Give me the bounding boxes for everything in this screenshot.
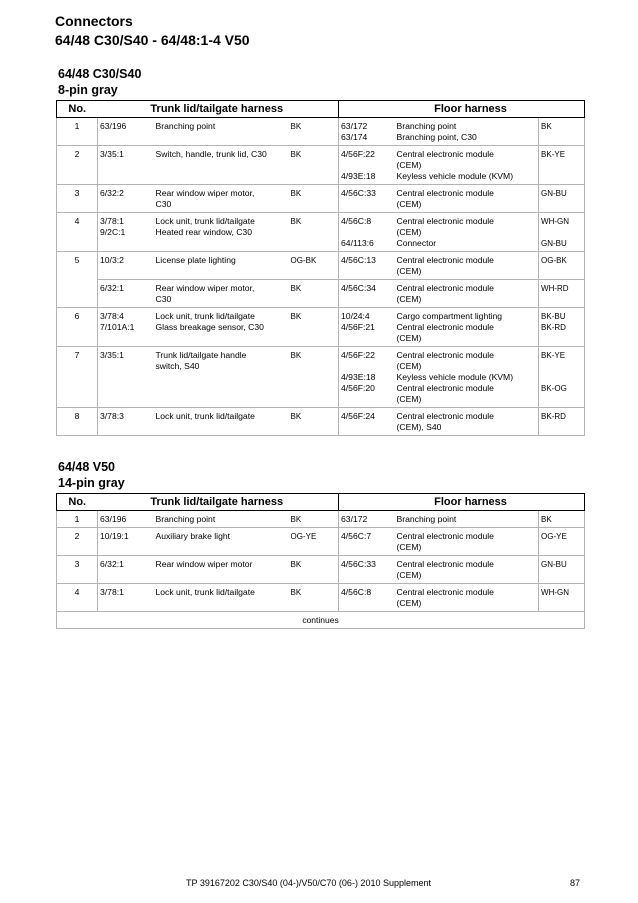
cell-floor-component: Branching point Branching point, C30 xyxy=(395,118,539,146)
continues-row xyxy=(57,612,585,629)
cell-floor-component: Cargo compartment lighting Central electronic module (CEM) xyxy=(395,308,539,347)
table-row xyxy=(57,185,585,213)
cell-floor-component: Central electronic module (CEM) xyxy=(395,252,539,280)
cell-floor-color: BK xyxy=(539,511,585,528)
cell-floor-component: Central electronic module (CEM) xyxy=(395,280,539,308)
cell-no: 4 xyxy=(57,213,98,252)
table-row xyxy=(57,511,585,528)
cell-no: 4 xyxy=(57,584,98,612)
cell-connector: 6/32:1 xyxy=(98,556,154,584)
cell-component: Branching point xyxy=(154,511,289,528)
cell-color: OG-BK xyxy=(289,252,339,280)
cell-floor-color: BK-YE BK-OG xyxy=(539,347,585,408)
table-row xyxy=(57,308,585,347)
cell-floor-color: WH-RD xyxy=(539,280,585,308)
cell-no: 3 xyxy=(57,556,98,584)
header-right: Floor harness xyxy=(339,494,585,511)
section2-title-line2: 14-pin gray xyxy=(58,476,125,490)
cell-floor-connector: 10/24:4 4/56F:21 xyxy=(339,308,395,347)
cell-floor-component: Central electronic module (CEM), S40 xyxy=(395,408,539,436)
header-no: No. xyxy=(57,494,98,511)
cell-floor-component: Central electronic module (CEM) xyxy=(395,528,539,556)
cell-floor-connector: 4/56C:7 xyxy=(339,528,395,556)
section1-title-line2: 8-pin gray xyxy=(58,83,118,97)
cell-no: 2 xyxy=(57,528,98,556)
table-row xyxy=(57,347,585,408)
cell-floor-connector: 63/172 63/174 xyxy=(339,118,395,146)
cell-color: BK xyxy=(289,213,339,252)
cell-floor-connector: 4/56F:24 xyxy=(339,408,395,436)
cell-no: 5 xyxy=(57,252,98,280)
cell-color: BK xyxy=(289,556,339,584)
cell-floor-color: GN-BU xyxy=(539,556,585,584)
cell-color: BK xyxy=(289,584,339,612)
cell-component: Trunk lid/tailgate handle switch, S40 xyxy=(154,347,289,408)
table-row xyxy=(57,118,585,146)
page-title xyxy=(55,12,250,50)
continues-label: continues xyxy=(57,612,585,629)
cell-component: Lock unit, trunk lid/tailgate Glass breakage sensor, C30 xyxy=(154,308,289,347)
cell-floor-color: BK-YE xyxy=(539,146,585,185)
cell-floor-color: BK xyxy=(539,118,585,146)
table-row xyxy=(57,252,585,280)
cell-connector: 3/35:1 xyxy=(98,146,154,185)
cell-color: BK xyxy=(289,280,339,308)
cell-floor-color: GN-BU xyxy=(539,185,585,213)
cell-floor-component: Branching point xyxy=(395,511,539,528)
cell-component: Switch, handle, trunk lid, C30 xyxy=(154,146,289,185)
table-row xyxy=(57,584,585,612)
cell-connector: 3/78:1 9/2C:1 xyxy=(98,213,154,252)
cell-floor-connector: 63/172 xyxy=(339,511,395,528)
cell-color: BK xyxy=(289,185,339,213)
cell-color: BK xyxy=(289,347,339,408)
cell-floor-component: Central electronic module (CEM) xyxy=(395,556,539,584)
cell-floor-connector: 4/56C:8 64/113:6 xyxy=(339,213,395,252)
footer-text: TP 39167202 C30/S40 (04-)/V50/C70 (06-) 2010 Supplement xyxy=(186,878,431,888)
cell-no: 2 xyxy=(57,146,98,185)
table-header-row xyxy=(57,101,585,118)
cell-floor-color: BK-BU BK-RD xyxy=(539,308,585,347)
cell-component: License plate lighting xyxy=(154,252,289,280)
section1-title xyxy=(58,66,141,98)
cell-floor-component: Central electronic module (CEM) Keyless vehicle module (KVM) xyxy=(395,146,539,185)
cell-connector: 63/196 xyxy=(98,511,154,528)
cell-component: Branching point xyxy=(154,118,289,146)
section2-title-line1: 64/48 V50 xyxy=(58,460,115,474)
cell-no: 7 xyxy=(57,347,98,408)
table-row xyxy=(57,528,585,556)
page-number: 87 xyxy=(570,878,581,888)
cell-connector: 6/32:1 xyxy=(98,280,154,308)
section1-table xyxy=(56,100,585,436)
table-row xyxy=(57,280,585,308)
header-no: No. xyxy=(57,101,98,118)
cell-floor-connector: 4/56F:22 4/93E:18 xyxy=(339,146,395,185)
cell-floor-color: WH-GN xyxy=(539,584,585,612)
cell-color: BK xyxy=(289,408,339,436)
cell-no: 6 xyxy=(57,308,98,347)
table-row xyxy=(57,213,585,252)
cell-no: 1 xyxy=(57,118,98,146)
section1-title-line1: 64/48 C30/S40 xyxy=(58,67,142,81)
cell-no: 1 xyxy=(57,511,98,528)
cell-connector: 10/19:1 xyxy=(98,528,154,556)
cell-floor-component: Central electronic module (CEM) Keyless vehicle module (KVM) Central electronic module (CEM) xyxy=(395,347,539,408)
cell-floor-connector: 4/56C:13 xyxy=(339,252,395,280)
cell-component: Lock unit, trunk lid/tailgate Heated rear window, C30 xyxy=(154,213,289,252)
cell-color: BK xyxy=(289,511,339,528)
cell-connector: 10/3:2 xyxy=(98,252,154,280)
cell-floor-connector: 4/56C:34 xyxy=(339,280,395,308)
cell-floor-connector: 4/56C:33 xyxy=(339,556,395,584)
cell-floor-component: Central electronic module (CEM) Connector xyxy=(395,213,539,252)
header-left: Trunk lid/tailgate harness xyxy=(98,101,339,118)
table-row xyxy=(57,408,585,436)
cell-connector: 3/78:4 7/101A:1 xyxy=(98,308,154,347)
cell-component: Lock unit, trunk lid/tailgate xyxy=(154,584,289,612)
cell-connector: 63/196 xyxy=(98,118,154,146)
cell-floor-connector: 4/56C:33 xyxy=(339,185,395,213)
cell-component: Auxiliary brake light xyxy=(154,528,289,556)
cell-floor-component: Central electronic module (CEM) xyxy=(395,185,539,213)
table-row xyxy=(57,146,585,185)
cell-color: BK xyxy=(289,146,339,185)
cell-no xyxy=(57,280,98,308)
cell-floor-color: BK-RD xyxy=(539,408,585,436)
cell-floor-connector: 4/56F:22 4/93E:18 4/56F:20 xyxy=(339,347,395,408)
section2-title xyxy=(58,459,125,491)
cell-floor-color: WH-GN GN-BU xyxy=(539,213,585,252)
cell-floor-color: OG-YE xyxy=(539,528,585,556)
cell-connector: 3/35:1 xyxy=(98,347,154,408)
header-left: Trunk lid/tailgate harness xyxy=(98,494,339,511)
page-title-line1: Connectors xyxy=(55,13,133,29)
cell-connector: 3/78:1 xyxy=(98,584,154,612)
cell-color: OG-YE xyxy=(289,528,339,556)
cell-connector: 6/32:2 xyxy=(98,185,154,213)
cell-color: BK xyxy=(289,118,339,146)
cell-connector: 3/78:3 xyxy=(98,408,154,436)
cell-no: 8 xyxy=(57,408,98,436)
cell-floor-component: Central electronic module (CEM) xyxy=(395,584,539,612)
cell-component: Lock unit, trunk lid/tailgate xyxy=(154,408,289,436)
cell-component: Rear window wiper motor xyxy=(154,556,289,584)
cell-floor-color: OG-BK xyxy=(539,252,585,280)
header-right: Floor harness xyxy=(339,101,585,118)
cell-color: BK xyxy=(289,308,339,347)
cell-component: Rear window wiper motor, C30 xyxy=(154,185,289,213)
table-row xyxy=(57,556,585,584)
cell-no: 3 xyxy=(57,185,98,213)
cell-component: Rear window wiper motor, C30 xyxy=(154,280,289,308)
section2-table xyxy=(56,493,585,629)
table-header-row xyxy=(57,494,585,511)
page-title-line2: 64/48 C30/S40 - 64/48:1-4 V50 xyxy=(55,32,250,48)
cell-floor-connector: 4/56C:8 xyxy=(339,584,395,612)
